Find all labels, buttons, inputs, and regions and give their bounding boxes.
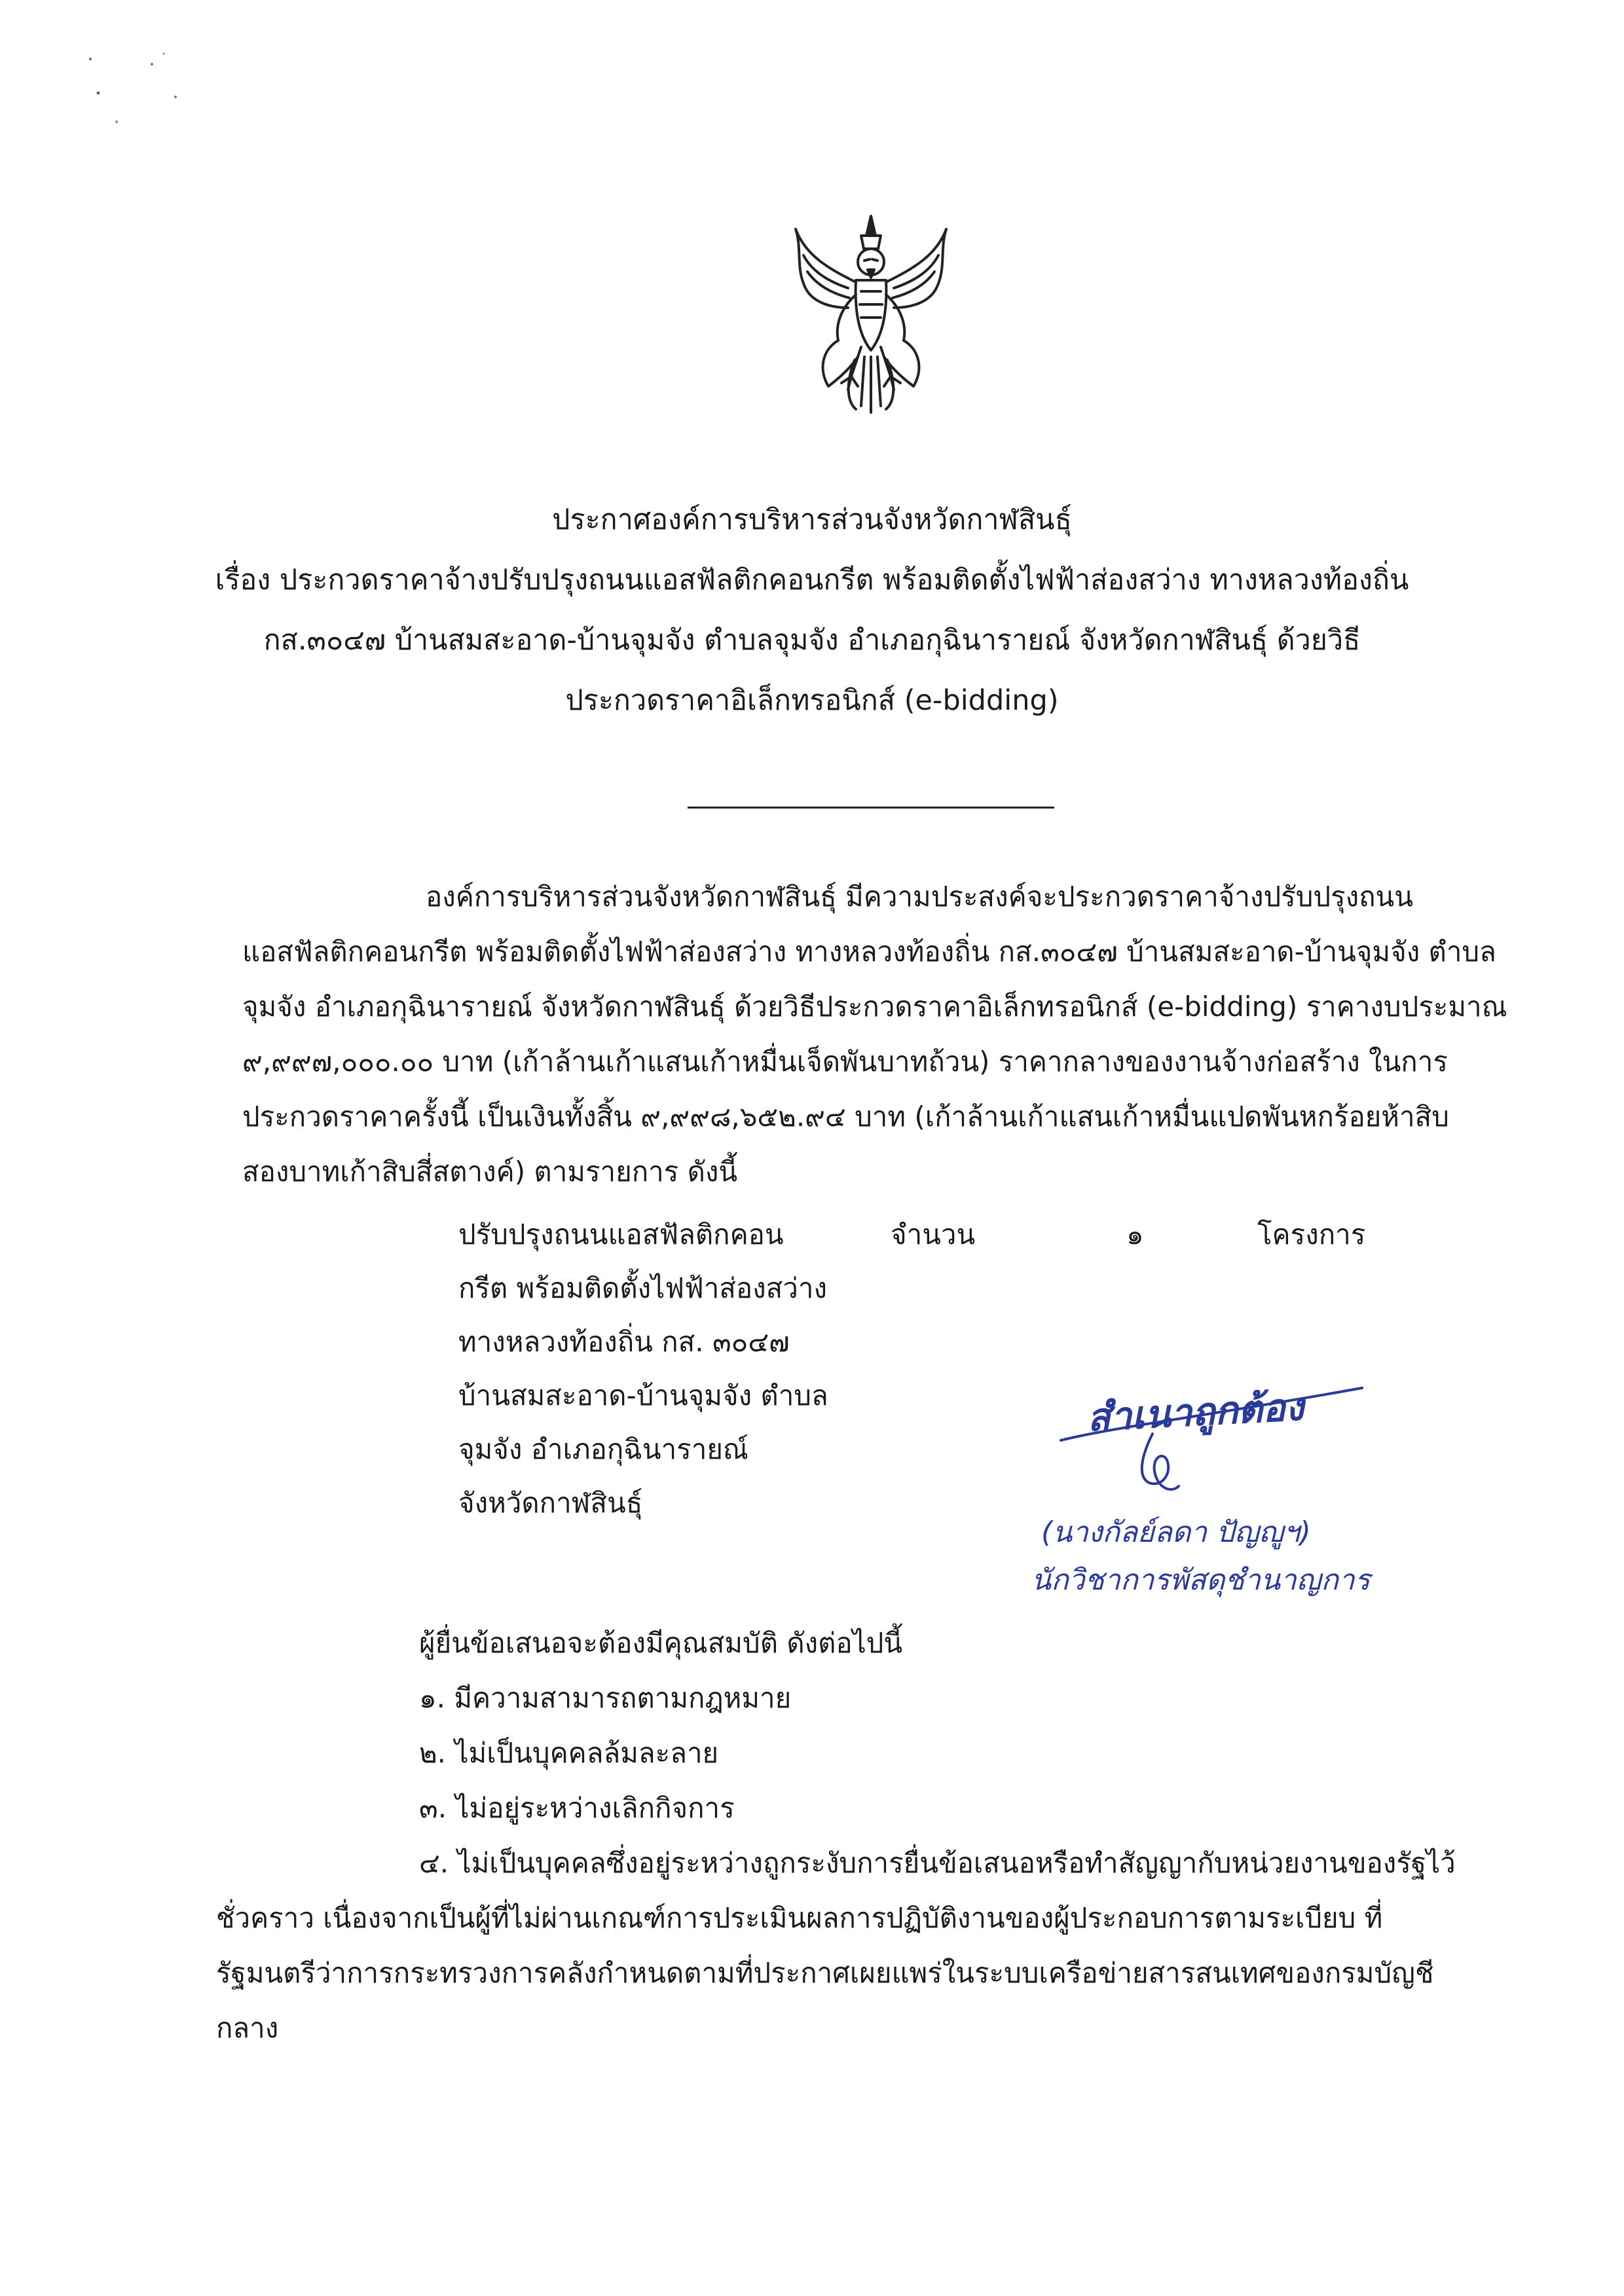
signer-position: นักวิชาการพัสดุชำนาญการ xyxy=(1031,1563,1371,1597)
qualification-continuation: ชั่วคราว เนื่องจากเป็นผู้ที่ไม่ผ่านเกณฑ์การประเมินผลการปฏิบัติงานของผู้ประกอบการตามระเบียบ ที่ xyxy=(216,1902,1383,1934)
title-line-1: ประกาศองค์การบริหารส่วนจังหวัดกาฬสินธุ์ xyxy=(552,503,1072,536)
title-line-4: ประกวดราคาอิเล็กทรอนิกส์ (e-bidding) xyxy=(565,684,1059,717)
certified-copy-stamp: สำเนาถูกต้อง xyxy=(1086,1384,1305,1440)
qualification-item: ๓. ไม่อยู่ระหว่างเลิกกิจการ xyxy=(419,1792,735,1824)
body-line-3: จุมจัง อำเภอกุฉินารายณ์ จังหวัดกาฬสินธุ์ ด้วยวิธีประกวดราคาอิเล็กทรอนิกส์ (e-bidding) ราคางบประมาณ xyxy=(242,991,1507,1023)
item-description-line: ปรับปรุงถนนแอสฟัลติกคอน xyxy=(458,1218,784,1250)
scan-specks xyxy=(59,39,216,144)
item-description-line: จังหวัดกาฬสินธุ์ xyxy=(458,1487,643,1519)
title-line-3: กส.๓๐๔๗ บ้านสมสะอาด-บ้านจุมจัง ตำบลจุมจัง อำเภอกุฉินารายณ์ จังหวัดกาฬสินธุ์ ด้วยวิธี xyxy=(263,624,1361,657)
title-line-2: เรื่อง ประกวดราคาจ้างปรับปรุงถนนแอสฟัลติกคอนกรีต พร้อมติดตั้งไฟฟ้าส่องสว่าง ทางหลวงท้องถิ่น xyxy=(215,564,1409,596)
qualifications-heading: ผู้ยื่นข้อเสนอจะต้องมีคุณสมบัติ ดังต่อไปนี้ xyxy=(419,1627,903,1659)
body-line-1: องค์การบริหารส่วนจังหวัดกาฬสินธุ์ มีความประสงค์จะประกวดราคาจ้างปรับปรุงถนน xyxy=(426,881,1413,913)
signer-name: (นางกัลย์ลดา ปัญญูฯ) xyxy=(1041,1516,1311,1549)
garuda-emblem-icon xyxy=(783,210,959,419)
body-line-4: ๙,๙๙๗,๐๐๐.๐๐ บาท (เก้าล้านเก้าแสนเก้าหมื่นเจ็ดพันบาทถ้วน) ราคากลางของงานจ้างก่อสร้าง ในการ xyxy=(242,1046,1448,1078)
item-description-line: บ้านสมสะอาด-บ้านจุมจัง ตำบล xyxy=(458,1379,828,1412)
item-quantity: ๑ xyxy=(1126,1218,1144,1250)
item-quantity-label: จำนวน xyxy=(891,1218,976,1250)
qualification-continuation: กลาง xyxy=(216,2012,279,2044)
item-description-line: จุมจัง อำเภอกุฉินารายณ์ xyxy=(458,1433,748,1465)
item-description-line: ทางหลวงท้องถิ่น กส. ๓๐๔๗ xyxy=(458,1326,790,1358)
item-description-line: กรีต พร้อมติดตั้งไฟฟ้าส่องสว่าง xyxy=(458,1272,827,1304)
body-line-2: แอสฟัลติกคอนกรีต พร้อมติดตั้งไฟฟ้าส่องสว่าง ทางหลวงท้องถิ่น กส.๓๐๔๗ บ้านสมสะอาด-บ้านจุมจัง ตำบล xyxy=(242,936,1496,968)
qualification-item: ๑. มีความสามารถตามกฎหมาย xyxy=(419,1682,792,1714)
qualification-item: ๒. ไม่เป็นบุคคลล้มละลาย xyxy=(419,1737,719,1769)
body-line-5: ประกวดราคาครั้งนี้ เป็นเงินทั้งสิ้น ๙,๙๙๘,๖๕๒.๙๔ บาท (เก้าล้านเก้าแสนเก้าหมื่นแปดพันหกร้อยห้าสิบ xyxy=(242,1101,1449,1133)
body-line-6: สองบาทเก้าสิบสี่สตางค์) ตามรายการ ดังนี้ xyxy=(242,1156,738,1188)
title-divider xyxy=(688,807,1054,809)
qualification-continuation: รัฐมนตรีว่าการกระทรวงการคลังกำหนดตามที่ประกาศเผยแพร่ในระบบเครือข่ายสารสนเทศของกรมบัญชี xyxy=(216,1957,1434,1989)
item-unit: โครงการ xyxy=(1257,1218,1366,1250)
qualification-item: ๔. ไม่เป็นบุคคลซึ่งอยู่ระหว่างถูกระงับการยื่นข้อเสนอหรือทำสัญญากับหน่วยงานของรัฐไว้ xyxy=(419,1847,1456,1879)
